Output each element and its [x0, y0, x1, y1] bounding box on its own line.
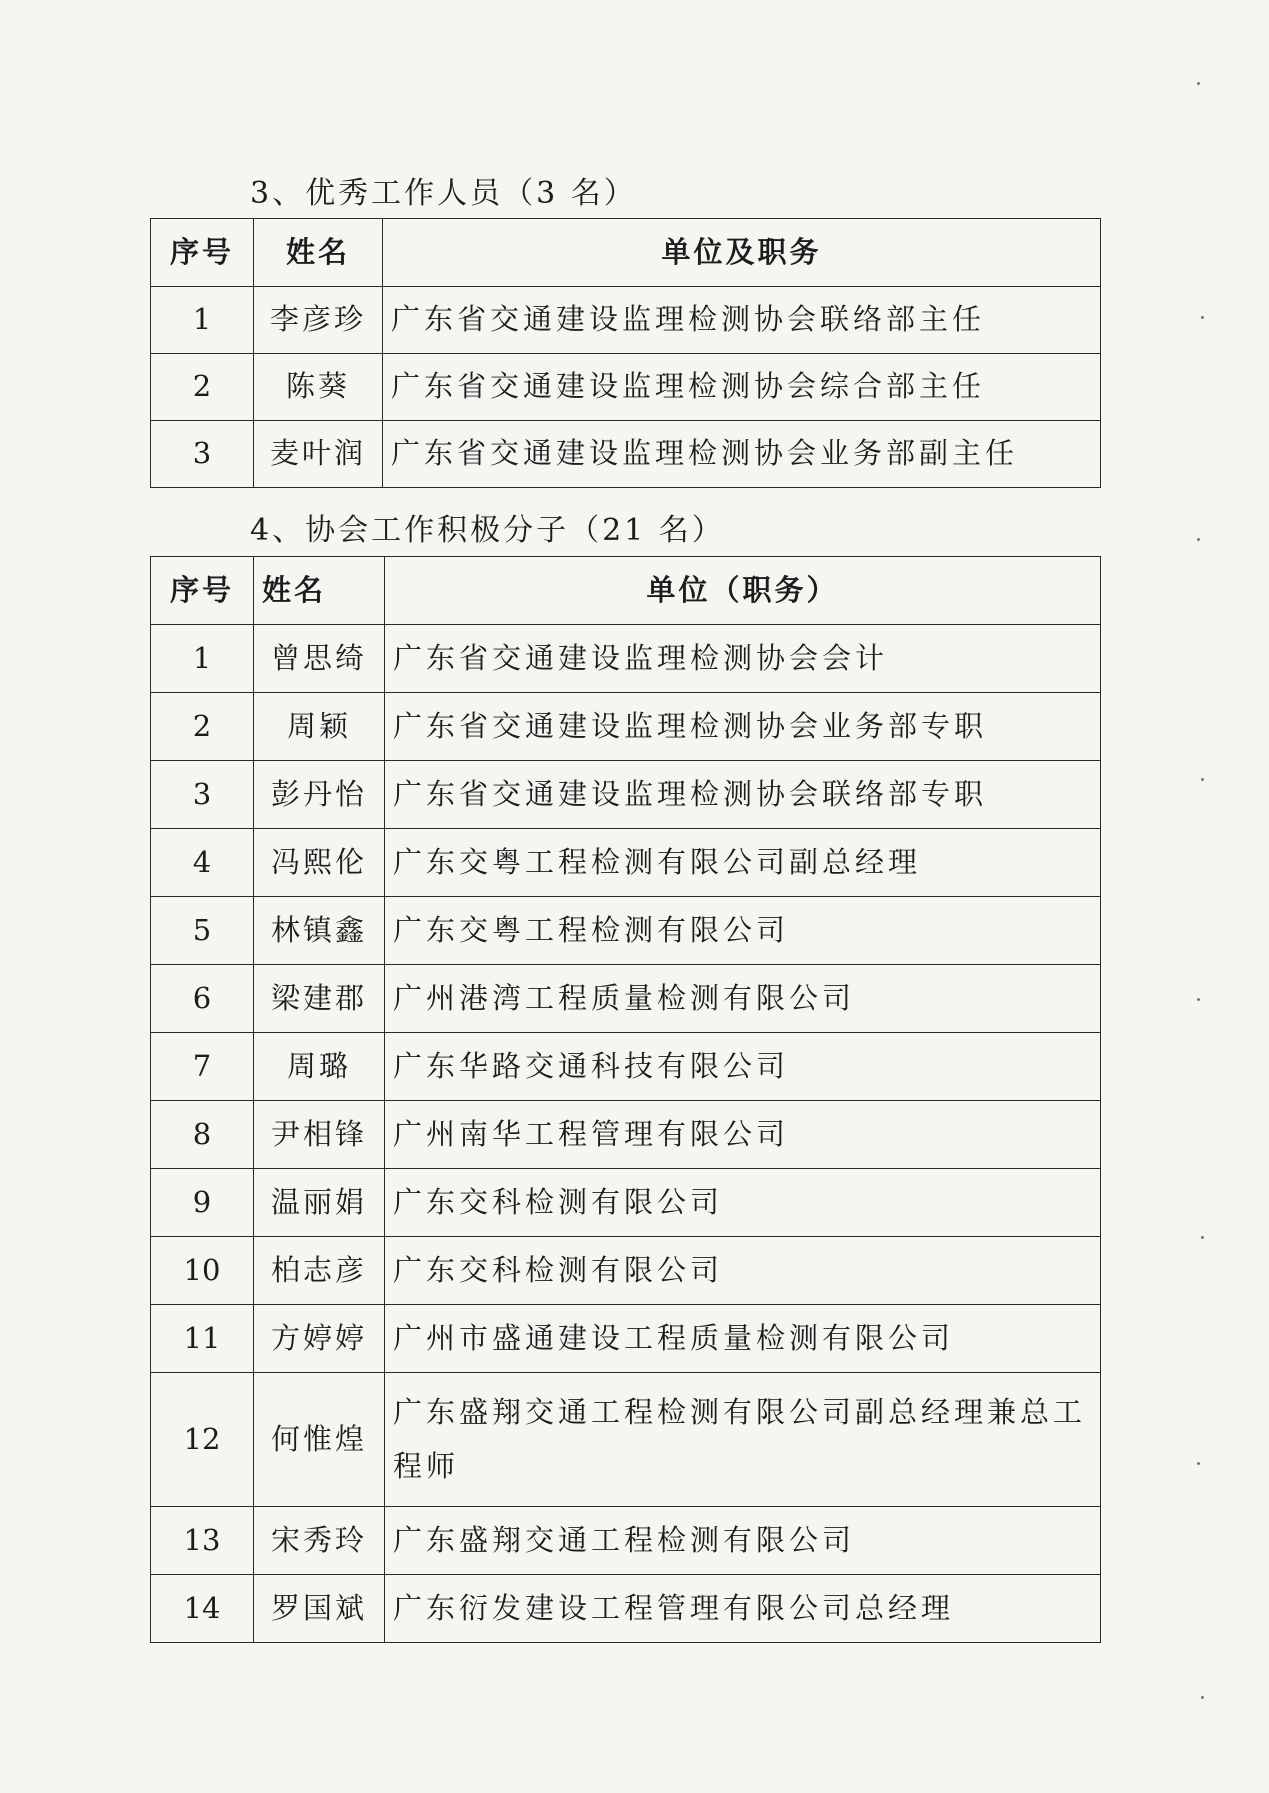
row-unit: 广东省交通建设监理检测协会联络部专职 — [385, 761, 1101, 829]
scan-artifact — [1197, 538, 1200, 541]
row-index: 6 — [151, 965, 254, 1033]
row-unit: 广东省交通建设监理检测协会会计 — [385, 625, 1101, 693]
row-name: 陈葵 — [254, 354, 383, 421]
row-index: 8 — [151, 1101, 254, 1169]
table-row — [151, 1507, 1101, 1575]
table-row — [151, 1033, 1101, 1101]
row-name: 麦叶润 — [254, 421, 383, 488]
row-name: 罗国斌 — [254, 1575, 385, 1643]
row-index: 3 — [151, 421, 254, 488]
col-header-name: 姓名 — [254, 557, 385, 625]
row-index: 4 — [151, 829, 254, 897]
row-name: 宋秀玲 — [254, 1507, 385, 1575]
row-name: 林镇鑫 — [254, 897, 385, 965]
scan-artifact — [1201, 1236, 1204, 1239]
table-header-row — [151, 219, 1101, 287]
table-row — [151, 1575, 1101, 1643]
col-header-unit: 单位（职务） — [385, 557, 1101, 625]
table-row — [151, 897, 1101, 965]
table-row — [151, 1169, 1101, 1237]
table-row — [151, 625, 1101, 693]
col-header-index: 序号 — [151, 557, 254, 625]
col-header-name: 姓名 — [254, 219, 383, 287]
table-row — [151, 693, 1101, 761]
row-unit: 广东交粤工程检测有限公司副总经理 — [385, 829, 1101, 897]
staff-table — [150, 218, 1101, 488]
scan-artifact — [1201, 316, 1204, 319]
row-index: 13 — [151, 1507, 254, 1575]
row-unit: 广东盛翔交通工程检测有限公司副总经理兼总工程师 — [385, 1373, 1101, 1507]
row-unit: 广东华路交通科技有限公司 — [385, 1033, 1101, 1101]
row-unit: 广东交粤工程检测有限公司 — [385, 897, 1101, 965]
table-row — [151, 829, 1101, 897]
row-index: 12 — [151, 1373, 254, 1507]
row-unit: 广东省交通建设监理检测协会联络部主任 — [383, 287, 1101, 354]
row-unit: 广东省交通建设监理检测协会综合部主任 — [383, 354, 1101, 421]
scan-artifact — [1197, 82, 1200, 85]
row-name: 李彦珍 — [254, 287, 383, 354]
row-unit: 广东交科检测有限公司 — [385, 1237, 1101, 1305]
table-row — [151, 761, 1101, 829]
row-index: 11 — [151, 1305, 254, 1373]
row-name: 尹相锋 — [254, 1101, 385, 1169]
row-index: 2 — [151, 354, 254, 421]
row-index: 5 — [151, 897, 254, 965]
row-unit: 广州南华工程管理有限公司 — [385, 1101, 1101, 1169]
row-name: 柏志彦 — [254, 1237, 385, 1305]
row-index: 3 — [151, 761, 254, 829]
row-index: 1 — [151, 287, 254, 354]
row-unit: 广东交科检测有限公司 — [385, 1169, 1101, 1237]
row-name: 方婷婷 — [254, 1305, 385, 1373]
row-index: 10 — [151, 1237, 254, 1305]
table-row — [151, 1101, 1101, 1169]
table-row — [151, 354, 1101, 421]
row-name: 曾思绮 — [254, 625, 385, 693]
row-unit: 广州港湾工程质量检测有限公司 — [385, 965, 1101, 1033]
row-index: 14 — [151, 1575, 254, 1643]
row-name: 何惟煌 — [254, 1373, 385, 1507]
table-row — [151, 1237, 1101, 1305]
row-index: 9 — [151, 1169, 254, 1237]
row-name: 梁建郡 — [254, 965, 385, 1033]
row-name: 彭丹怡 — [254, 761, 385, 829]
scan-artifact — [1201, 1696, 1204, 1699]
section-title-staff: 3、优秀工作人员（3 名） — [250, 176, 637, 211]
row-index: 2 — [151, 693, 254, 761]
col-header-index: 序号 — [151, 219, 254, 287]
row-name: 周璐 — [254, 1033, 385, 1101]
table-row — [151, 287, 1101, 354]
row-name: 冯熙伦 — [254, 829, 385, 897]
scan-artifact — [1201, 778, 1204, 781]
table-row — [151, 965, 1101, 1033]
col-header-unit: 单位及职务 — [383, 219, 1101, 287]
table-header-row — [151, 557, 1101, 625]
table-row — [151, 1305, 1101, 1373]
scan-artifact — [1197, 1462, 1200, 1465]
row-name: 周颖 — [254, 693, 385, 761]
row-index: 7 — [151, 1033, 254, 1101]
row-unit: 广东盛翔交通工程检测有限公司 — [385, 1507, 1101, 1575]
row-unit: 广东衍发建设工程管理有限公司总经理 — [385, 1575, 1101, 1643]
row-unit: 广东省交通建设监理检测协会业务部专职 — [385, 693, 1101, 761]
row-unit: 广州市盛通建设工程质量检测有限公司 — [385, 1305, 1101, 1373]
row-unit: 广东省交通建设监理检测协会业务部副主任 — [383, 421, 1101, 488]
table-row — [151, 421, 1101, 488]
table-row — [151, 1373, 1101, 1507]
row-index: 1 — [151, 625, 254, 693]
scan-artifact — [1197, 998, 1200, 1001]
section-title-activists: 4、协会工作积极分子（21 名） — [250, 513, 725, 548]
row-name: 温丽娟 — [254, 1169, 385, 1237]
activists-table — [150, 556, 1101, 1643]
